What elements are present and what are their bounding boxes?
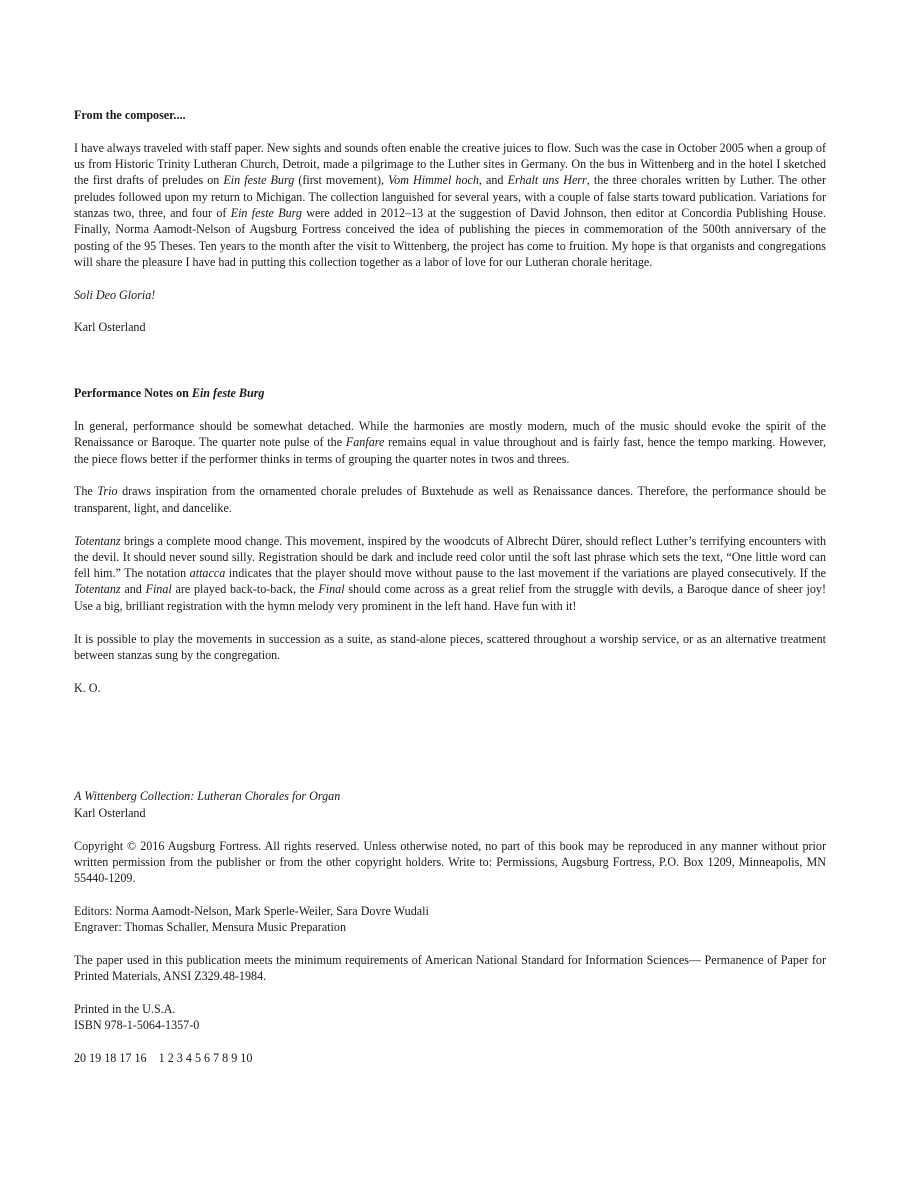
composer-motto bbox=[74, 287, 826, 303]
composer-note-text: I have always traveled with staff paper. New sights and sounds often enable the creative juices to flow. Such was the case in October 2005 when a group of us from Historic Trinity Lutheran Church, Detroit, made a pilgrimage to the Luther sites in Germany. On the bus in Wittenberg and in the hotel I sketched the first drafts of preludes on bbox=[74, 140, 826, 188]
movement-title: Fanfare bbox=[345, 435, 385, 450]
performance-initials: K. O. bbox=[74, 680, 101, 695]
notation-term: attacca bbox=[189, 566, 226, 581]
colophon-spacer bbox=[74, 712, 826, 788]
paragraph-text: remains equal in value throughout and is fairly fast, hence the tempo marking. However, the piece flows better if the performer thinks in terms of grouping the quarter notes in twos and threes. bbox=[74, 435, 826, 466]
paper-notice: The paper used in this publication meets the minimum requirements of American National Standard for Information Sciences— Permanence of Paper for Printed Materials, ANSI Z329.48-1984. bbox=[74, 953, 826, 984]
printed-location: Printed in the U.S.A. bbox=[74, 1002, 176, 1017]
motto-text: Soli Deo Gloria! bbox=[74, 287, 156, 302]
movement-title: Final bbox=[145, 582, 172, 597]
paragraph-text: brings a complete mood change. This movement, inspired by the woodcuts of Albrecht Dürer, should reflect Luther’s terrifying encounters with the devil. It should never sound silly. Registration should be dark and include reed color until the soft last phrase which sets the text, “One little word can fell him.” The notation bbox=[74, 533, 826, 581]
book-title bbox=[74, 788, 826, 804]
book-author: Karl Osterland bbox=[74, 805, 146, 820]
paragraph-text: and bbox=[120, 582, 146, 597]
composer-note-text: , and bbox=[478, 173, 508, 188]
paragraph-text: should come across as a great relief from the struggle with devils, a Baroque dance of sheer joy! Use a big, brilliant registration with the hymn melody very prominent in the left hand. Have fun with it! bbox=[74, 582, 826, 613]
performance-notes-heading bbox=[74, 385, 826, 401]
paragraph-text: draws inspiration from the ornamented chorale preludes of Buxtehude as well as Renaissance dances. Therefore, the performance should be transparent, light, and dancelike. bbox=[74, 484, 826, 515]
paragraph-text: The bbox=[74, 484, 98, 499]
engraver-credit: Engraver: Thomas Schaller, Mensura Music Preparation bbox=[74, 920, 346, 935]
print-line: 20 19 18 17 16 1 2 3 4 5 6 7 8 9 10 bbox=[74, 1051, 253, 1066]
book-title-text: A Wittenberg Collection: Lutheran Chorales for Organ bbox=[74, 789, 341, 804]
editors-credit: Editors: Norma Aamodt-Nelson, Mark Sperle-Weiler, Sara Dovre Wudali bbox=[74, 903, 429, 918]
performance-paragraph-1 bbox=[74, 418, 826, 467]
chorale-title: Ein feste Burg bbox=[223, 173, 295, 188]
performance-paragraph-3 bbox=[74, 533, 826, 614]
composer-note-text: , the three chorales written by Luther. The other preludes followed upon my return to Michigan. The collection languished for several years, with a couple of false starts toward publication. Variations for stanzas two, three, and four of bbox=[74, 173, 826, 220]
composer-note-text: (first movement), bbox=[294, 173, 389, 188]
movement-title: Totentanz bbox=[74, 582, 121, 597]
paragraph-text: are played back-to-back, the bbox=[171, 582, 319, 597]
composer-note-heading: From the composer.... bbox=[74, 108, 186, 122]
paragraph-text: indicates that the player should move without pause to the last movement if the variations are played consecutively. If the bbox=[225, 566, 826, 581]
movement-title: Final bbox=[318, 582, 345, 597]
document-page bbox=[74, 107, 826, 1083]
movement-title: Trio bbox=[97, 484, 118, 499]
section-spacer bbox=[74, 352, 826, 385]
composer-note-paragraph bbox=[74, 140, 826, 270]
composer-signature: Karl Osterland bbox=[74, 320, 146, 335]
copyright-notice: Copyright © 2016 Augsburg Fortress. All rights reserved. Unless otherwise noted, no part of this book may be reproduced in any manner without prior written permission from the publisher or from the other copyright holders. Write to: Permissions, Augsburg Fortress, P.O. Box 1209, Minneapolis, MN 55440-1209. bbox=[74, 838, 826, 886]
performance-heading-prefix: Performance Notes on bbox=[74, 386, 192, 401]
chorale-title: Vom Himmel hoch bbox=[388, 173, 479, 188]
movement-title: Totentanz bbox=[74, 533, 121, 548]
chorale-title: Ein feste Burg bbox=[230, 205, 302, 220]
isbn: ISBN 978-1-5064-1357-0 bbox=[74, 1018, 200, 1033]
performance-heading-title: Ein feste Burg bbox=[191, 386, 265, 401]
performance-paragraph-2 bbox=[74, 483, 826, 516]
chorale-title: Erhalt uns Herr bbox=[507, 173, 587, 188]
paragraph-text: In general, performance should be somewhat detached. While the harmonies are mostly modern, much of the music should evoke the spirit of the Renaissance or Baroque. The quarter note pulse of the bbox=[74, 419, 826, 450]
performance-paragraph-4: It is possible to play the movements in succession as a suite, as stand-alone pieces, scattered throughout a worship service, or as an alternative treatment between stanzas sung by the congregation. bbox=[74, 631, 826, 662]
composer-note-text: were added in 2012–13 at the suggestion of David Johnson, then editor at Concordia Publishing House. Finally, Norma Aamodt-Nelson of Augsburg Fortress conceived the idea of publishing the pieces in commemoration of the 500th anniversary of the posting of the 95 Theses. Ten years to the month after the visit to Wittenberg, the project has come to fruition. My hope is that organists and congregations will share the pleasure I have had in putting this collection together as a labor of love for our Lutheran chorale heritage. bbox=[74, 205, 827, 269]
